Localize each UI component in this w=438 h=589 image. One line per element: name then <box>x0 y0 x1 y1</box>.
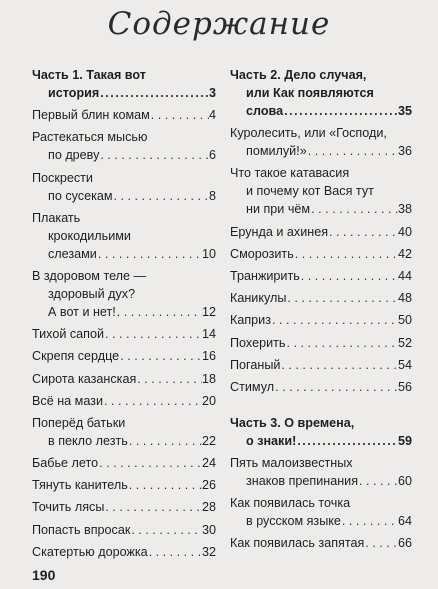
toc-entry-line: А вот и нет! <box>48 304 116 319</box>
dot-leader <box>128 476 202 494</box>
toc-entry-line: Ерунда и ахинея <box>230 224 329 239</box>
toc-page-number: 66 <box>397 536 412 551</box>
toc-entry-line: и почему кот Вася тут <box>246 184 374 199</box>
toc-entry-line: Точить лясы <box>32 500 105 515</box>
toc-entry-line: Что такое катавасия <box>230 166 350 181</box>
toc-entry <box>230 311 412 329</box>
toc-entry <box>32 498 216 516</box>
toc-page-number: 4 <box>208 108 216 123</box>
toc-page-number: 8 <box>208 188 216 203</box>
toc-entry-line: здоровый дух? <box>48 286 136 301</box>
toc-page-number: 50 <box>397 313 412 328</box>
dot-leader <box>136 370 202 388</box>
toc-entry-line: Пять малоизвестных <box>230 456 353 471</box>
toc-page-number: 22 <box>201 433 216 448</box>
toc-page-number: 3 <box>208 86 216 100</box>
toc-entry <box>32 454 216 472</box>
toc-entry-line: Часть 1. Такая вот <box>32 68 146 82</box>
toc-page-number: 54 <box>397 357 412 372</box>
toc-entry-line: Часть 2. Дело случая, <box>230 68 367 82</box>
toc-entry-line: Плакать <box>32 210 81 225</box>
toc-entry-line: в пекло лезть <box>48 433 128 448</box>
toc-entry <box>230 494 412 530</box>
dot-leader <box>283 102 398 120</box>
toc-page-number: 56 <box>397 379 412 394</box>
toc-entry-line: Тянуть канитель <box>32 478 128 493</box>
dot-leader <box>103 392 202 410</box>
toc-page-number: 48 <box>397 291 412 306</box>
toc-page-number: 32 <box>201 544 216 559</box>
toc-entry <box>230 245 412 263</box>
toc-entry <box>32 476 216 494</box>
dot-leader <box>358 472 398 490</box>
toc-entry-line: помилуй!» <box>246 144 307 159</box>
dot-leader <box>116 303 202 321</box>
toc-entry-line: слова <box>246 104 284 118</box>
toc-page-number: 12 <box>201 304 216 319</box>
toc-entry-line: Стимул <box>230 379 275 394</box>
toc-entry <box>32 267 216 321</box>
dot-leader <box>300 267 398 285</box>
toc-entry <box>230 378 412 396</box>
toc-part-heading <box>230 66 412 120</box>
dot-leader <box>286 289 398 307</box>
toc-entry <box>230 124 412 160</box>
toc-entry-line: Поганый <box>230 357 281 372</box>
toc-entry-line: история <box>48 86 100 100</box>
toc-entry-line: Каприз <box>230 313 271 328</box>
toc-entry <box>32 169 216 205</box>
toc-entry-line: по древу <box>48 148 100 163</box>
toc-entry-line: Всё на мази <box>32 393 103 408</box>
toc-page-number: 20 <box>201 393 216 408</box>
toc-page-number: 38 <box>397 202 412 217</box>
toc-page-number: 18 <box>201 371 216 386</box>
toc-entry-line: В здоровом теле — <box>32 268 147 283</box>
toc-page-number: 16 <box>201 349 216 364</box>
toc-entry <box>32 521 216 539</box>
dot-leader <box>294 245 398 263</box>
toc-entry <box>32 347 216 365</box>
toc-entry <box>32 209 216 263</box>
toc-entry-line: Первый блин комам <box>32 108 150 123</box>
dot-leader <box>148 543 202 561</box>
toc-page-number: 6 <box>208 148 216 163</box>
toc-entry-line: крокодильими <box>48 228 131 243</box>
toc-entry-line: Поскрести <box>32 170 93 185</box>
dot-leader <box>364 534 398 552</box>
toc-entry <box>230 164 412 218</box>
toc-page-number: 64 <box>397 514 412 529</box>
dot-leader <box>280 356 398 374</box>
page-title: Содержание <box>107 6 331 42</box>
toc-entry <box>230 454 412 490</box>
toc-entry-line: в русском языке <box>246 514 341 529</box>
dot-leader <box>285 334 398 352</box>
page-number: 190 <box>32 567 56 583</box>
dot-leader <box>271 311 398 329</box>
toc-entry <box>32 106 216 124</box>
dot-leader <box>274 378 398 396</box>
toc-page-number: 30 <box>201 522 216 537</box>
toc-entry-line: Как появилась запятая <box>230 536 365 551</box>
toc-page-number: 36 <box>397 144 412 159</box>
toc-entry <box>32 128 216 164</box>
dot-leader <box>310 200 398 218</box>
toc-entry-line: о знаки! <box>246 433 297 448</box>
toc-page-number: 35 <box>397 104 412 118</box>
toc-page-number: 10 <box>201 246 216 261</box>
toc-entry <box>32 543 216 561</box>
toc-entry-line: Тихой сапой <box>32 327 105 342</box>
dot-leader <box>128 432 202 450</box>
toc-entry-line: Похерить <box>230 335 286 350</box>
toc-entry <box>32 414 216 450</box>
toc-entry-line: Как появилась точка <box>230 496 351 511</box>
toc-entry-line: Скатертью дорожка <box>32 544 148 559</box>
toc-entry-line: слезами <box>48 246 97 261</box>
dot-leader <box>328 223 398 241</box>
toc-entry-line: Сирота казанская <box>32 371 137 386</box>
toc-page-number: 60 <box>397 474 412 489</box>
toc-page-number: 59 <box>397 433 412 448</box>
toc-page-number: 42 <box>397 246 412 261</box>
toc-entry-line: знаков препинания <box>246 474 359 489</box>
toc-page-number: 24 <box>201 456 216 471</box>
dot-leader <box>130 521 202 539</box>
toc-entry <box>230 289 412 307</box>
toc-entry <box>32 392 216 410</box>
toc-entry-line: по сусекам <box>48 188 113 203</box>
toc-entry-line: или Как появляются <box>246 86 374 100</box>
toc-entry <box>230 356 412 374</box>
dot-leader <box>97 245 202 263</box>
dot-leader <box>98 454 202 472</box>
toc-entry-line: Поперёд батьки <box>32 415 126 430</box>
toc-entry-line: ни при чём <box>246 202 311 217</box>
toc-page-number: 44 <box>397 268 412 283</box>
toc-entry-line: Часть 3. О времена, <box>230 415 355 430</box>
dot-leader <box>296 432 398 450</box>
dot-leader <box>104 498 202 516</box>
toc-entry-line: Каникулы <box>230 291 287 306</box>
toc-entry-line: Скрепя сердце <box>32 349 120 364</box>
toc-entry-line: Бабье лето <box>32 456 99 471</box>
toc-entry <box>32 370 216 388</box>
toc-entry <box>230 334 412 352</box>
toc-page-number: 28 <box>201 500 216 515</box>
toc-entry <box>32 325 216 343</box>
toc-entry-line: Попасть впросак <box>32 522 131 537</box>
dot-leader <box>341 512 398 530</box>
toc-entry-line: Сморозить <box>230 246 294 261</box>
toc-entry <box>230 223 412 241</box>
toc-entry-line: Куролесить, или «Господи, <box>230 126 387 141</box>
dot-leader <box>99 84 209 102</box>
toc-page-number: 40 <box>397 224 412 239</box>
toc-left-column <box>32 66 216 565</box>
toc-page-number: 52 <box>397 335 412 350</box>
toc-page-number: 14 <box>201 327 216 342</box>
toc-entry-line: Растекаться мысью <box>32 130 148 145</box>
toc-part-heading <box>32 66 216 102</box>
dot-leader <box>104 325 202 343</box>
dot-leader <box>150 106 209 124</box>
toc-right-column <box>230 66 412 557</box>
toc-page-number: 26 <box>201 478 216 493</box>
dot-leader <box>119 347 202 365</box>
toc-entry-line: Транжирить <box>230 268 300 283</box>
dot-leader <box>99 146 209 164</box>
dot-leader <box>307 142 398 160</box>
dot-leader <box>113 187 209 205</box>
toc-entry <box>230 534 412 552</box>
toc-part-heading <box>230 414 412 450</box>
toc-entry <box>230 267 412 285</box>
